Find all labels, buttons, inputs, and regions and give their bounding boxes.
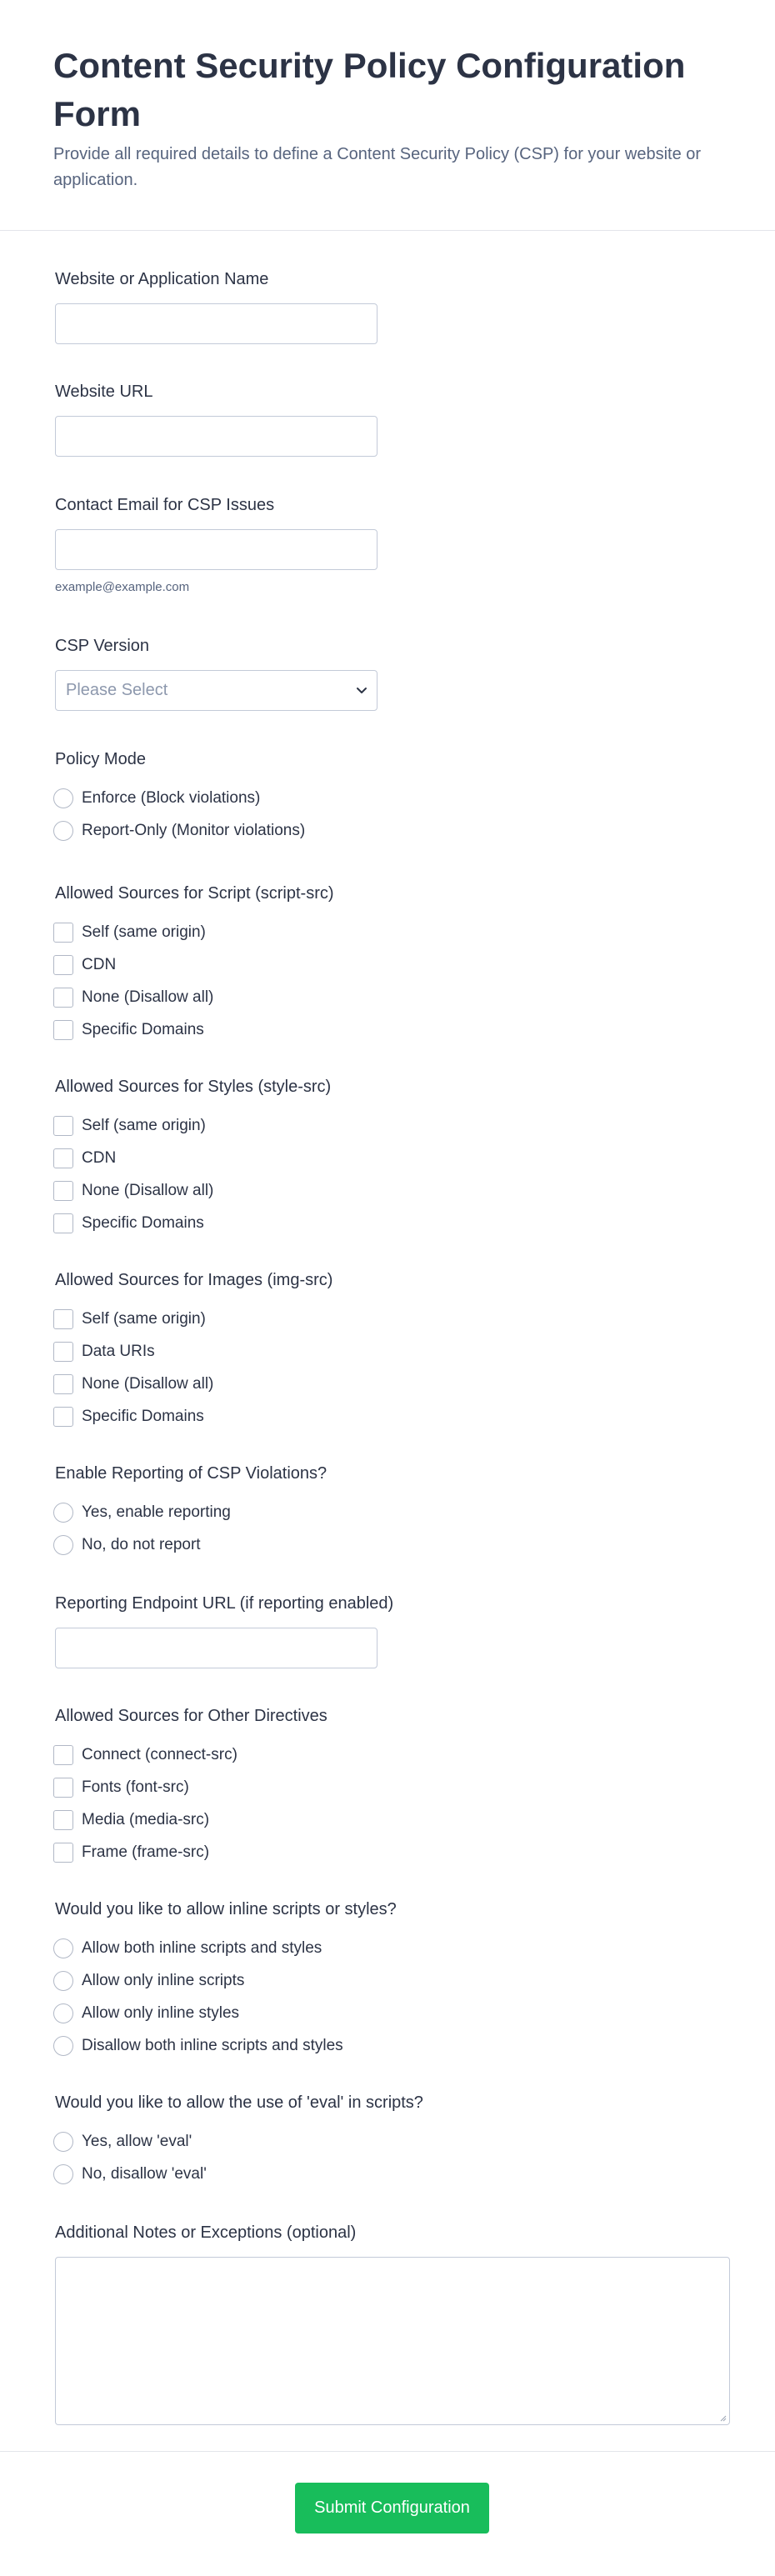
option-label: Disallow both inline scripts and styles [82, 2036, 343, 2054]
option-label: Connect (connect-src) [82, 1745, 238, 1763]
option-label: Yes, allow 'eval' [82, 2132, 192, 2150]
field-policy-mode [55, 748, 305, 847]
img-src-option[interactable] [55, 1303, 332, 1335]
notes-label: Additional Notes or Exceptions (optional) [55, 2223, 357, 2242]
option-label: Report-Only (Monitor violations) [82, 821, 306, 839]
script-src-option[interactable] [55, 916, 334, 948]
enable-reporting-option[interactable] [55, 1528, 327, 1561]
contact-email-input[interactable] [55, 529, 378, 570]
script-src-label: Allowed Sources for Script (script-src) [55, 884, 334, 903]
chevron-down-icon [355, 683, 368, 697]
option-label: None (Disallow all) [82, 988, 214, 1006]
radio-button[interactable] [53, 1938, 73, 1958]
checkbox[interactable] [53, 1374, 73, 1394]
option-label: Self (same origin) [82, 1309, 206, 1328]
csp-version-placeholder: Please Select [66, 681, 168, 699]
other-directives-label: Allowed Sources for Other Directives [55, 1707, 328, 1725]
resize-handle-icon[interactable] [718, 2413, 727, 2422]
other-directives-option[interactable] [55, 1738, 328, 1771]
other-directives-option[interactable] [55, 1836, 328, 1868]
eval-label: Would you like to allow the use of 'eval' in scripts? [55, 2093, 423, 2112]
checkbox[interactable] [53, 1778, 73, 1798]
style-src-option[interactable] [55, 1174, 331, 1207]
reporting-endpoint-label: Reporting Endpoint URL (if reporting enabled) [55, 1594, 394, 1613]
option-label: Enforce (Block violations) [82, 788, 261, 807]
checkbox[interactable] [53, 1407, 73, 1427]
img-src-label: Allowed Sources for Images (img-src) [55, 1271, 333, 1289]
field-style-src [55, 1076, 331, 1239]
radio-button[interactable] [53, 1503, 73, 1523]
option-label: None (Disallow all) [82, 1374, 214, 1393]
option-label: Specific Domains [82, 1020, 204, 1038]
page-subtitle: Provide all required details to define a Content Security Policy (CSP) for your website or application. [53, 145, 702, 189]
style-src-label: Allowed Sources for Styles (style-src) [55, 1078, 332, 1096]
option-label: Frame (frame-src) [82, 1843, 210, 1861]
reporting-endpoint-input[interactable] [55, 1628, 378, 1668]
style-src-option[interactable] [55, 1142, 331, 1174]
notes-textarea[interactable] [55, 2257, 730, 2425]
style-src-option[interactable] [55, 1109, 331, 1142]
website-url-label: Website URL [55, 383, 153, 401]
contact-email-sublabel: example@example.com [55, 580, 190, 594]
script-src-option[interactable] [55, 948, 334, 981]
option-label: Specific Domains [82, 1407, 204, 1425]
app-name-input[interactable] [55, 303, 378, 344]
script-src-option[interactable] [55, 981, 334, 1013]
checkbox[interactable] [53, 1020, 73, 1040]
option-label: Allow both inline scripts and styles [82, 1938, 322, 1957]
checkbox[interactable] [53, 988, 73, 1008]
checkbox[interactable] [53, 1342, 73, 1362]
inline-option[interactable] [55, 1964, 397, 1997]
checkbox[interactable] [53, 1745, 73, 1765]
radio-button[interactable] [53, 1971, 73, 1991]
eval-option[interactable] [55, 2125, 423, 2158]
csp-version-select[interactable] [55, 670, 378, 711]
eval-option[interactable] [55, 2158, 423, 2190]
other-directives-option[interactable] [55, 1771, 328, 1803]
field-contact-email [55, 494, 378, 594]
checkbox[interactable] [53, 1181, 73, 1201]
radio-button[interactable] [53, 788, 73, 808]
csp-version-label: CSP Version [55, 637, 150, 655]
enable-reporting-label: Enable Reporting of CSP Violations? [55, 1464, 328, 1483]
field-img-src [55, 1269, 332, 1433]
option-label: Allow only inline styles [82, 2003, 240, 2022]
field-app-name [55, 268, 378, 344]
inline-option[interactable] [55, 1932, 397, 1964]
field-notes [55, 2222, 730, 2425]
option-label: CDN [82, 1148, 117, 1167]
option-label: None (Disallow all) [82, 1181, 214, 1199]
img-src-option[interactable] [55, 1335, 332, 1368]
inline-option[interactable] [55, 2029, 397, 2062]
option-label: Self (same origin) [82, 923, 206, 941]
radio-button[interactable] [53, 2003, 73, 2023]
option-label: Specific Domains [82, 1213, 204, 1232]
policy-mode-label: Policy Mode [55, 750, 146, 768]
other-directives-option[interactable] [55, 1803, 328, 1836]
field-website-url [55, 381, 378, 457]
policy-mode-option[interactable] [55, 782, 305, 814]
radio-button[interactable] [53, 2132, 73, 2152]
radio-button[interactable] [53, 2036, 73, 2056]
option-label: CDN [82, 955, 117, 973]
page-title: Content Security Policy Configuration Form [53, 46, 686, 133]
field-reporting-endpoint [55, 1593, 393, 1668]
app-name-label: Website or Application Name [55, 270, 269, 288]
field-eval [55, 2092, 423, 2190]
option-label: Media (media-src) [82, 1810, 210, 1828]
option-label: Data URIs [82, 1342, 155, 1360]
policy-mode-option[interactable] [55, 814, 305, 847]
website-url-input[interactable] [55, 416, 378, 457]
field-inline [55, 1898, 397, 2062]
field-enable-reporting [55, 1463, 327, 1561]
option-label: Fonts (font-src) [82, 1778, 189, 1796]
field-script-src [55, 883, 334, 1046]
checkbox[interactable] [53, 1213, 73, 1233]
radio-button[interactable] [53, 821, 73, 841]
inline-option[interactable] [55, 1997, 397, 2029]
radio-button[interactable] [53, 2164, 73, 2184]
form-footer [0, 2451, 775, 2576]
field-other-directives [55, 1705, 328, 1868]
checkbox[interactable] [53, 1810, 73, 1830]
img-src-option[interactable] [55, 1368, 332, 1400]
option-label: Allow only inline scripts [82, 1971, 245, 1989]
checkbox[interactable] [53, 1843, 73, 1863]
checkbox[interactable] [53, 1309, 73, 1329]
img-src-option[interactable] [55, 1400, 332, 1433]
radio-button[interactable] [53, 1535, 73, 1555]
checkbox[interactable] [53, 1148, 73, 1168]
enable-reporting-option[interactable] [55, 1496, 327, 1528]
submit-button[interactable]: Submit Configuration [295, 2483, 489, 2533]
option-label: Yes, enable reporting [82, 1503, 231, 1521]
script-src-option[interactable] [55, 1013, 334, 1046]
checkbox[interactable] [53, 1116, 73, 1136]
checkbox[interactable] [53, 955, 73, 975]
style-src-option[interactable] [55, 1207, 331, 1239]
option-label: No, do not report [82, 1535, 201, 1553]
contact-email-label: Contact Email for CSP Issues [55, 496, 275, 514]
option-label: Self (same origin) [82, 1116, 206, 1134]
checkbox[interactable] [53, 923, 73, 943]
form-header [0, 0, 775, 231]
field-csp-version [55, 635, 378, 711]
inline-label: Would you like to allow inline scripts or styles? [55, 1900, 397, 1918]
option-label: No, disallow 'eval' [82, 2164, 207, 2183]
